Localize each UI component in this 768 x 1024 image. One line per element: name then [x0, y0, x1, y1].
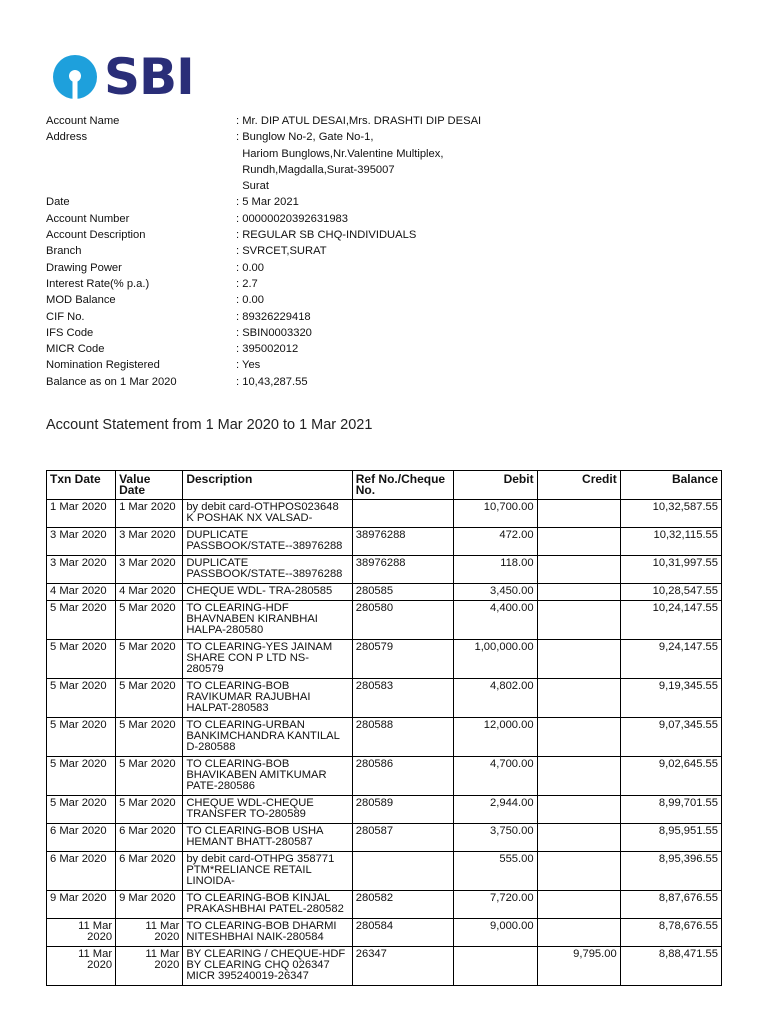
txn-date-cell: 3 Mar 2020 [47, 556, 116, 584]
table-row [47, 718, 722, 757]
description-cell: TO CLEARING-BOB KINJAL PRAKASHBHAI PATEL-280582 [183, 891, 352, 919]
table-row [47, 796, 722, 824]
table-row [47, 556, 722, 584]
table-row [47, 528, 722, 556]
value-date-cell: 11 Mar 2020 [116, 947, 183, 986]
table-row [47, 891, 722, 919]
account-info-label: MICR Code [46, 343, 105, 356]
credit-cell [537, 718, 620, 757]
transaction-table [46, 470, 722, 986]
balance-cell: 8,95,396.55 [620, 852, 721, 891]
debit-cell [454, 947, 538, 986]
credit-cell [537, 796, 620, 824]
balance-cell: 10,32,587.55 [620, 500, 721, 528]
ref-no-cell [352, 852, 453, 891]
account-info-row [46, 341, 481, 357]
ref-no-cell: 280588 [352, 718, 453, 757]
account-info-row [46, 194, 481, 210]
table-row [47, 601, 722, 640]
account-info-label [46, 162, 236, 178]
account-info-value: : SBIN0003320 [236, 326, 312, 339]
table-row [47, 757, 722, 796]
ref-no-cell: 280587 [352, 824, 453, 852]
txn-date-cell: 3 Mar 2020 [47, 528, 116, 556]
debit-cell: 472.00 [454, 528, 538, 556]
header-credit: Credit [537, 471, 620, 500]
ref-no-cell: 280582 [352, 891, 453, 919]
account-info-row [46, 227, 481, 243]
account-info-value: : Bunglow No-2, Gate No-1, [236, 131, 374, 144]
balance-cell: 10,28,547.55 [620, 584, 721, 601]
debit-cell: 9,000.00 [454, 919, 538, 947]
value-date-cell: 1 Mar 2020 [116, 500, 183, 528]
account-info-value: Surat [236, 180, 269, 193]
credit-cell [537, 852, 620, 891]
account-info-label: IFS Code [46, 326, 94, 339]
credit-cell [537, 500, 620, 528]
balance-cell: 9,07,345.55 [620, 718, 721, 757]
ref-no-cell: 280580 [352, 601, 453, 640]
account-info-label: Interest Rate(% p.a.) [46, 277, 150, 290]
account-info-row [46, 374, 481, 390]
txn-date-cell: 4 Mar 2020 [47, 584, 116, 601]
account-info-value: : Mr. DIP ATUL DESAI,Mrs. DRASHTI DIP DESAI [236, 115, 482, 127]
account-info [46, 113, 481, 390]
account-info-row [46, 276, 481, 292]
account-info-row [46, 113, 481, 129]
txn-date-cell: 5 Mar 2020 [47, 757, 116, 796]
credit-cell [537, 757, 620, 796]
account-info-row [46, 243, 481, 259]
debit-cell: 555.00 [454, 852, 538, 891]
table-row [47, 640, 722, 679]
credit-cell [537, 584, 620, 601]
value-date-cell: 5 Mar 2020 [116, 601, 183, 640]
debit-cell: 4,400.00 [454, 601, 538, 640]
txn-date-cell: 5 Mar 2020 [47, 640, 116, 679]
debit-cell: 3,450.00 [454, 584, 538, 601]
credit-cell [537, 679, 620, 718]
txn-date-cell: 6 Mar 2020 [47, 824, 116, 852]
account-info-row [46, 309, 481, 325]
header-value-date: Value Date [116, 471, 183, 500]
account-info-row [46, 178, 481, 194]
header-balance: Balance [620, 471, 721, 500]
table-row [47, 584, 722, 601]
debit-cell: 2,944.00 [454, 796, 538, 824]
credit-cell [537, 824, 620, 852]
balance-cell: 10,24,147.55 [620, 601, 721, 640]
credit-cell [537, 919, 620, 947]
debit-cell: 10,700.00 [454, 500, 538, 528]
account-info-label: Address [46, 131, 88, 144]
ref-no-cell: 26347 [352, 947, 453, 986]
account-info-label: Nomination Registered [46, 359, 160, 372]
header-description: Description [183, 471, 352, 500]
value-date-cell: 4 Mar 2020 [116, 584, 183, 601]
debit-cell: 12,000.00 [454, 718, 538, 757]
debit-cell: 1,00,000.00 [454, 640, 538, 679]
ref-no-cell: 280586 [352, 757, 453, 796]
table-header-row [47, 471, 722, 500]
account-info-value: Rundh,Magdalla,Surat-395007 [236, 163, 395, 176]
description-cell: DUPLICATE PASSBOOK/STATE--38976288 [183, 528, 352, 556]
sbi-keyhole-icon [52, 54, 98, 100]
description-cell: TO CLEARING-HDF BHAVNABEN KIRANBHAI HALPA-280580 [183, 601, 352, 640]
account-info-value: : 395002012 [236, 343, 299, 356]
account-info-row [46, 211, 481, 227]
value-date-cell: 6 Mar 2020 [116, 852, 183, 891]
description-cell: TO CLEARING-URBAN BANKIMCHANDRA KANTILAL D-280588 [183, 718, 352, 757]
balance-cell: 10,31,997.55 [620, 556, 721, 584]
description-cell: BY CLEARING / CHEQUE-HDF BY CLEARING CHQ 026347 MICR 395240019-26347 [183, 947, 352, 986]
account-info-label: Account Description [46, 229, 146, 242]
account-info-row [46, 325, 481, 341]
account-info-value: : REGULAR SB CHQ-INDIVIDUALS [236, 229, 417, 242]
account-info-label [46, 146, 236, 162]
balance-cell: 8,78,676.55 [620, 919, 721, 947]
credit-cell [537, 640, 620, 679]
account-info-value: : 00000020392631983 [236, 212, 348, 225]
table-row [47, 500, 722, 528]
balance-cell: 10,32,115.55 [620, 528, 721, 556]
value-date-cell: 11 Mar 2020 [116, 919, 183, 947]
balance-cell: 8,99,701.55 [620, 796, 721, 824]
account-info-label: Account Number [46, 212, 130, 225]
balance-cell: 8,88,471.55 [620, 947, 721, 986]
header-ref-no: Ref No./Cheque No. [352, 471, 453, 500]
value-date-cell: 3 Mar 2020 [116, 528, 183, 556]
account-info-label: Account Name [46, 115, 120, 127]
account-info-label [46, 178, 236, 194]
debit-cell: 3,750.00 [454, 824, 538, 852]
account-info-row [46, 357, 481, 373]
table-row [47, 947, 722, 986]
credit-cell [537, 891, 620, 919]
debit-cell: 7,720.00 [454, 891, 538, 919]
account-info-row [46, 129, 481, 145]
table-row [47, 852, 722, 891]
balance-cell: 9,19,345.55 [620, 679, 721, 718]
account-info-value: : Yes [236, 359, 261, 372]
account-info-value: : 89326229418 [236, 310, 311, 323]
debit-cell: 118.00 [454, 556, 538, 584]
value-date-cell: 5 Mar 2020 [116, 796, 183, 824]
header-txn-date: Txn Date [47, 471, 116, 500]
credit-cell [537, 556, 620, 584]
credit-cell: 9,795.00 [537, 947, 620, 986]
txn-date-cell: 11 Mar 2020 [47, 919, 116, 947]
txn-date-cell: 5 Mar 2020 [47, 679, 116, 718]
debit-cell: 4,802.00 [454, 679, 538, 718]
header-debit: Debit [454, 471, 538, 500]
account-info-value: : 2.7 [236, 277, 258, 290]
txn-date-cell: 5 Mar 2020 [47, 796, 116, 824]
balance-cell: 9,02,645.55 [620, 757, 721, 796]
ref-no-cell: 280589 [352, 796, 453, 824]
account-info-value: : SVRCET,SURAT [236, 245, 327, 258]
value-date-cell: 5 Mar 2020 [116, 757, 183, 796]
account-info-value: Hariom Bunglows,Nr.Valentine Multiplex, [236, 147, 444, 160]
ref-no-cell: 38976288 [352, 528, 453, 556]
account-info-value: : 5 Mar 2021 [236, 196, 299, 209]
account-info-row [46, 260, 481, 276]
ref-no-cell: 280584 [352, 919, 453, 947]
description-cell: CHEQUE WDL- TRA-280585 [183, 584, 352, 601]
txn-date-cell: 9 Mar 2020 [47, 891, 116, 919]
value-date-cell: 3 Mar 2020 [116, 556, 183, 584]
account-info-label: MOD Balance [46, 294, 116, 307]
account-info-label: Balance as on 1 Mar 2020 [46, 375, 177, 388]
debit-cell: 4,700.00 [454, 757, 538, 796]
transaction-rows [47, 500, 722, 986]
value-date-cell: 5 Mar 2020 [116, 679, 183, 718]
balance-cell: 9,24,147.55 [620, 640, 721, 679]
account-info-label: Date [46, 196, 70, 209]
ref-no-cell [352, 500, 453, 528]
ref-no-cell: 38976288 [352, 556, 453, 584]
account-info-row [46, 162, 481, 178]
sbi-logo-text: SBI [104, 48, 194, 106]
txn-date-cell: 5 Mar 2020 [47, 718, 116, 757]
table-row [47, 919, 722, 947]
sbi-logo [52, 46, 212, 108]
account-info-label: CIF No. [46, 310, 85, 323]
value-date-cell: 6 Mar 2020 [116, 824, 183, 852]
ref-no-cell: 280585 [352, 584, 453, 601]
value-date-cell: 5 Mar 2020 [116, 718, 183, 757]
txn-date-cell: 6 Mar 2020 [47, 852, 116, 891]
value-date-cell: 5 Mar 2020 [116, 640, 183, 679]
account-info-value: : 0.00 [236, 294, 264, 307]
description-cell: CHEQUE WDL-CHEQUE TRANSFER TO-280589 [183, 796, 352, 824]
description-cell: by debit card-OTHPG 358771 PTM*RELIANCE RETAIL LINOIDA- [183, 852, 352, 891]
credit-cell [537, 601, 620, 640]
description-cell: by debit card-OTHPOS023648 K POSHAK NX VALSAD- [183, 500, 352, 528]
txn-date-cell: 1 Mar 2020 [47, 500, 116, 528]
txn-date-cell: 5 Mar 2020 [47, 601, 116, 640]
description-cell: TO CLEARING-BOB USHA HEMANT BHATT-280587 [183, 824, 352, 852]
balance-cell: 8,87,676.55 [620, 891, 721, 919]
account-info-label: Drawing Power [46, 261, 122, 274]
description-cell: TO CLEARING-BOB RAVIKUMAR RAJUBHAI HALPAT-280583 [183, 679, 352, 718]
account-info-row [46, 292, 481, 308]
account-info-row [46, 146, 481, 162]
table-row [47, 824, 722, 852]
description-cell: TO CLEARING-YES JAINAM SHARE CON P LTD NS- 280579 [183, 640, 352, 679]
account-info-value: : 0.00 [236, 261, 264, 274]
table-row [47, 679, 722, 718]
balance-cell: 8,95,951.55 [620, 824, 721, 852]
txn-date-cell: 11 Mar 2020 [47, 947, 116, 986]
account-info-label: Branch [46, 245, 82, 258]
ref-no-cell: 280583 [352, 679, 453, 718]
statement-title: Account Statement from 1 Mar 2020 to 1 Mar 2021 [46, 417, 373, 433]
description-cell: DUPLICATE PASSBOOK/STATE--38976288 [183, 556, 352, 584]
ref-no-cell: 280579 [352, 640, 453, 679]
description-cell: TO CLEARING-BOB DHARMI NITESHBHAI NAIK-280584 [183, 919, 352, 947]
description-cell: TO CLEARING-BOB BHAVIKABEN AMITKUMAR PATE-280586 [183, 757, 352, 796]
value-date-cell: 9 Mar 2020 [116, 891, 183, 919]
credit-cell [537, 528, 620, 556]
account-info-value: : 10,43,287.55 [236, 375, 308, 388]
